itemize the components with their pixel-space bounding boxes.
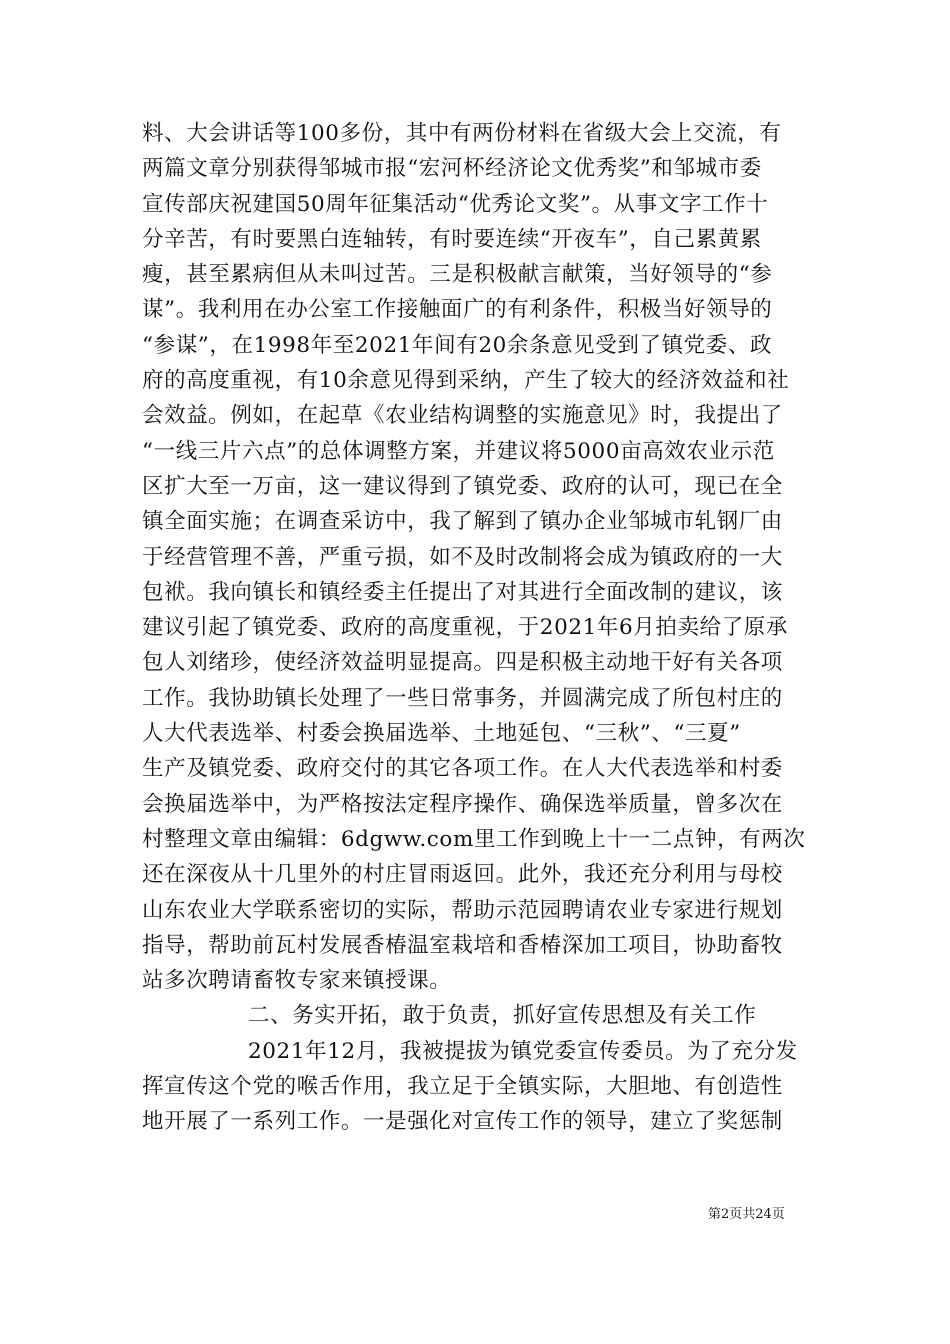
text-line: 包人刘绪珍，使经济效益明显提高。四是积极主动地干好有关各项 xyxy=(142,650,783,676)
text-line: 山东农业大学联系密切的实际，帮助示范园聘请农业专家进行规划 xyxy=(142,897,783,923)
text-line: 区扩大至一万亩，这一建议得到了镇党委、政府的认可，现已在全 xyxy=(142,473,783,499)
body-text xyxy=(142,116,810,1140)
text-line: 指导，帮助前瓦村发展香椿温室栽培和香椿深加工项目，协助畜牧 xyxy=(142,932,783,958)
text-line: 分辛苦，有时要黑白连轴转，有时要连续“开夜车”，自己累黄累 xyxy=(142,226,762,252)
text-line: 人大代表选举、村委会换届选举、土地延包、“三秋”、“三夏” xyxy=(142,721,741,747)
text-line: 建议引起了镇党委、政府的高度重视，于2021年6月拍卖给了原承 xyxy=(142,615,788,641)
text-line: 地开展了一系列工作。一是强化对宣传工作的领导，建立了奖惩制 xyxy=(142,1109,783,1135)
text-line: 包袱。我向镇长和镇经委主任提出了对其进行全面改制的建议，该 xyxy=(142,579,783,605)
text-line: 村整理文章由编辑：6dgww.com里工作到晚上十一二点钟，有两次 xyxy=(142,826,806,852)
text-line: 两篇文章分别获得邹城市报“宏河杯经济论文优秀奖”和邹城市委 xyxy=(142,156,762,182)
text-line: 料、大会讲话等100多份，其中有两份材料在省级大会上交流，有 xyxy=(142,121,782,146)
text-line: 会效益。例如，在起草《农业结构调整的实施意见》时，我提出了 xyxy=(142,403,783,429)
page-number: 第2页共24页 xyxy=(708,1207,785,1222)
text-line: 生产及镇党委、政府交付的其它各项工作。在人大代表选举和村委 xyxy=(142,756,783,782)
text-line: 府的高度重视，有10余意见得到采纳，产生了较大的经济效益和社 xyxy=(142,368,790,394)
text-line: 还在深夜从十几里外的村庄冒雨返回。此外，我还充分利用与母校 xyxy=(142,862,783,888)
text-line: 宣传部庆祝建国50周年征集活动“优秀论文奖”。从事文字工作十 xyxy=(142,191,769,217)
text-line: 会换届选举中，为严格按法定程序操作、确保选举质量，曾多次在 xyxy=(142,791,783,817)
text-line: “参谋”，在1998年至2021年间有20余条意见受到了镇党委、政 xyxy=(142,332,773,358)
text-line: “一线三片六点”的总体调整方案，并建议将5000亩高效农业示范 xyxy=(142,438,775,464)
text-line: 于经营管理不善，严重亏损，如不及时改制将会成为镇政府的一大 xyxy=(142,544,783,570)
text-line: 镇全面实施；在调查采访中，我了解到了镇办企业邹城市轧钢厂由 xyxy=(142,509,783,535)
text-line: 谋”。我利用在办公室工作接触面广的有利条件，积极当好领导的 xyxy=(142,297,773,323)
text-line: 瘦，甚至累病但从未叫过苦。三是积极献言献策，当好领导的“参 xyxy=(142,262,773,288)
section-heading: 二、务实开拓，敢于负责，抓好宣传思想及有关工作 xyxy=(248,1003,757,1029)
text-line: 站多次聘请畜牧专家来镇授课。 xyxy=(142,968,452,994)
text-line: 2021年12月，我被提拔为镇党委宣传委员。为了充分发 xyxy=(248,1038,798,1064)
text-line: 挥宣传这个党的喉舌作用，我立足于全镇实际，大胆地、有创造性 xyxy=(142,1074,783,1100)
text-line: 工作。我协助镇长处理了一些日常事务，并圆满完成了所包村庄的 xyxy=(142,685,783,711)
